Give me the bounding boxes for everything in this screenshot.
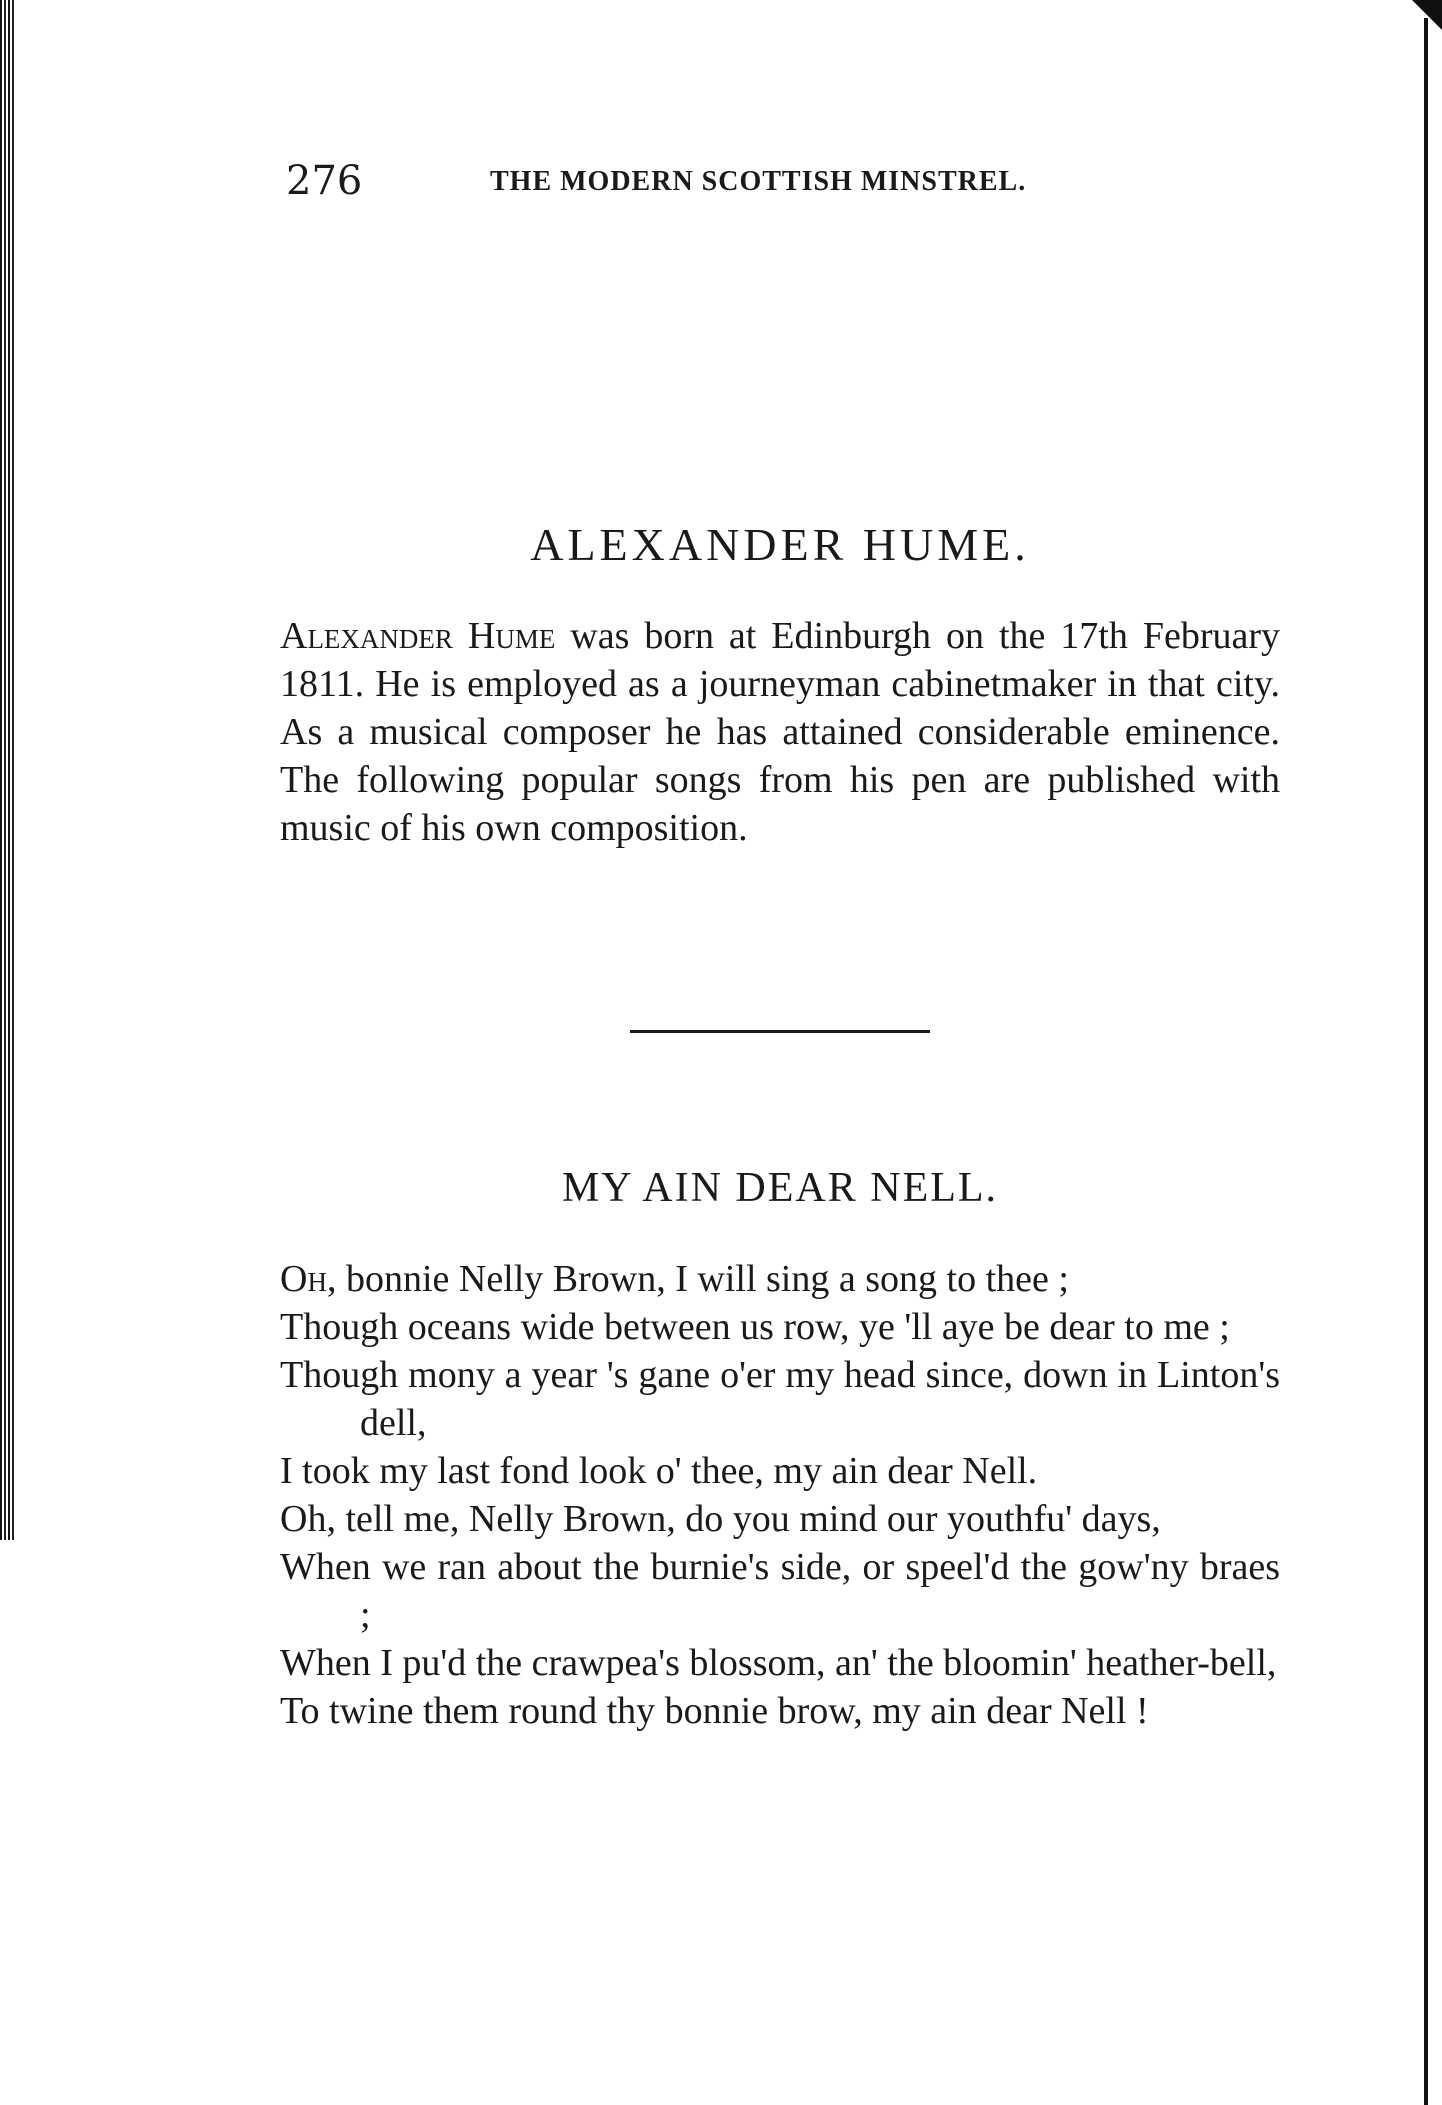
poem-line: When we ran about the burnie's side, or speel'd the gow'ny braes ; bbox=[280, 1546, 1280, 1636]
poem-line: I took my last fond look o' thee, my ain dear Nell. bbox=[280, 1450, 1038, 1492]
poem-line: Though oceans wide between us row, ye 'll aye be dear to me ; bbox=[280, 1306, 1230, 1348]
poem-line: Oh, bonnie Nelly Brown, I will sing a song to thee ; bbox=[280, 1258, 1069, 1300]
running-head bbox=[280, 158, 1080, 206]
poem-line: To twine them round thy bonnie brow, my ain dear Nell ! bbox=[280, 1690, 1149, 1732]
poem-line: Though mony a year 's gane o'er my head since, down in Linton's dell, bbox=[280, 1354, 1280, 1444]
running-title: THE MODERN SCOTTISH MINSTREL. bbox=[490, 166, 1027, 197]
section-heading: ALEXANDER HUME. bbox=[530, 519, 1030, 570]
page-binding-edge bbox=[0, 0, 14, 1540]
poem-title: MY AIN DEAR NELL. bbox=[561, 1165, 999, 1211]
poem-line: When I pu'd the crawpea's blossom, an' the bloomin' heather-bell, bbox=[280, 1642, 1277, 1684]
page-corner-shadow bbox=[1412, 0, 1442, 30]
bio-lead-name: Alexander Hume bbox=[280, 615, 556, 657]
page-number: 276 bbox=[286, 158, 363, 204]
section-divider bbox=[630, 1030, 930, 1033]
biography-paragraph bbox=[280, 612, 1280, 852]
poem-line: Oh, tell me, Nelly Brown, do you mind our youthfu' days, bbox=[280, 1498, 1161, 1540]
bio-text: was born at Edinburgh on the 17th February 1811. He is employed as a journeyman cabinetmaker in that city. As a musical composer he has attained considerable eminence. The following popular songs from his pen are published with music of his own composition. bbox=[280, 615, 1280, 849]
page-right-edge bbox=[1424, 18, 1428, 2105]
poem-first-word: Oh bbox=[280, 1258, 327, 1300]
poem-body bbox=[280, 1255, 1280, 1735]
